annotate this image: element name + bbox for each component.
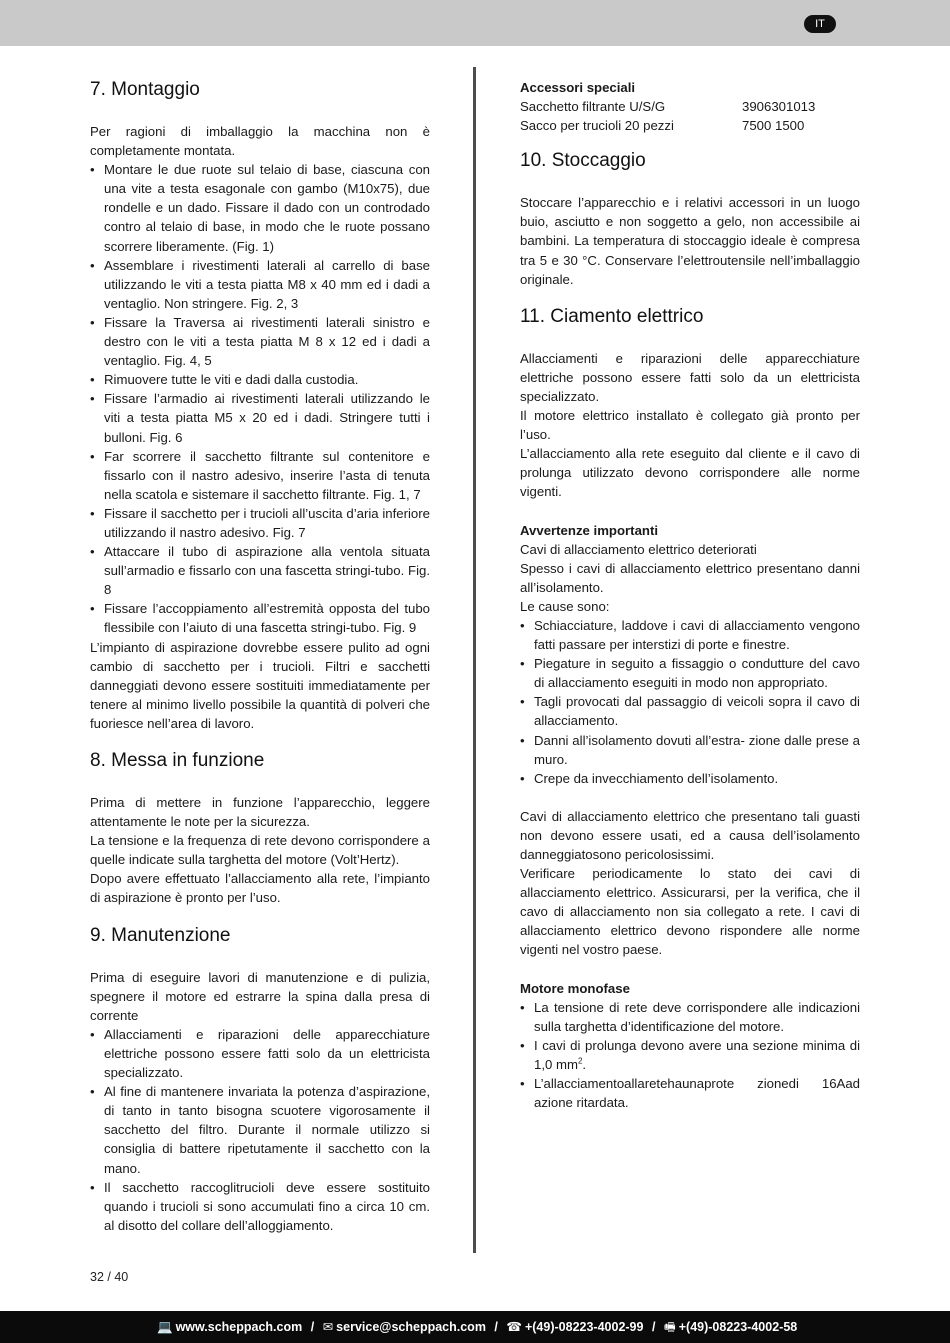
footer-fax: +(49)-08223-4002-58 — [678, 1320, 798, 1334]
list-item-text: I cavi di prolunga devono avere una sezione minima di 1,0 mm — [534, 1037, 860, 1072]
footer-email[interactable]: service@scheppach.com — [336, 1320, 486, 1334]
header-bar — [0, 0, 950, 46]
language-badge: IT — [804, 15, 836, 33]
footer-bar — [0, 1311, 950, 1343]
list-item: • La tensione di rete deve corrispondere alle indicazioni sulla targhetta d’identificazione del motore. — [520, 998, 860, 1036]
warnings-subtitle: Cavi di allacciamento elettrico deteriorati — [520, 541, 757, 557]
causes-label: Le cause sono: — [520, 598, 610, 614]
separator: / — [310, 1320, 315, 1334]
section-11-p4: Cavi di allacciamento elettrico che presentano tali guasti non devono essere usati, ed a causa dell’isolamento danneggiatosono pericolosissimi. — [520, 808, 860, 862]
footer-phone[interactable]: +(49)-08223-4002-99 — [524, 1320, 644, 1334]
warnings-paragraph: Spesso i cavi di allacciamento elettrico presentano danni all’isolamento. — [520, 560, 860, 595]
accessory-name: Sacchetto filtrante U/S/G — [520, 99, 666, 115]
list-item: • Il sacchetto raccoglitrucioli deve essere sostituito quando i trucioli si sono accumulati fino a circa 10 cm. al disotto del collare dell’alloggiamento. — [90, 1178, 430, 1235]
accessory-row — [520, 97, 860, 116]
right-column — [520, 78, 860, 1112]
list-item: • L’allacciamentoallaretehaunaprote zionedi 16Aad azione ritardata. — [520, 1074, 860, 1112]
section-8-p1: Prima di mettere in funzione l’apparecchio, leggere attentamente le note per la sicurezza. — [90, 795, 430, 830]
accessory-code: 7500 1500 — [742, 118, 805, 134]
list-item: • Assemblare i rivestimenti laterali al carrello di base utilizzando le viti a testa piatta M8 x 40 mm ed i dadi a ventaglio. Non stringere. Fig. 2, 3 — [90, 256, 430, 313]
computer-icon: 💻 — [157, 1320, 173, 1334]
section-7-title: 7. Montaggio — [90, 79, 200, 100]
list-item: • Tagli provocati dal passaggio di veicoli sopra il cavo di allacciamento. — [520, 692, 860, 730]
section-7-list — [90, 160, 430, 637]
column-divider — [473, 67, 476, 1253]
page-number: 32 / 40 — [90, 1270, 129, 1284]
superscript: 2 — [577, 1056, 583, 1066]
spacer — [520, 960, 860, 979]
section-11-p1: Allacciamenti e riparazioni delle apparecchiature elettriche possono essere fatti solo da un elettricista specializzato. — [520, 350, 860, 404]
section-7-intro: Per ragioni di imballaggio la macchina non è completamente montata. — [90, 124, 430, 159]
list-item: • Danni all’isolamento dovuti all’estra- zione dalle prese a muro. — [520, 731, 860, 769]
list-item: • Fissare il sacchetto per i trucioli all’uscita d’aria inferiore utilizzando il nastro adesivo. Fig. 7 — [90, 504, 430, 542]
warnings-title: Avvertenze importanti — [520, 522, 659, 538]
left-column — [90, 78, 430, 1235]
list-item: • Rimuovere tutte le viti e dadi dalla custodia. — [90, 370, 430, 389]
section-11-p3: L’allacciamento alla rete eseguito dal cliente e il cavo di prolunga utilizzato devono corrispondere alle norme vigenti. — [520, 446, 860, 500]
footer-website[interactable]: www.scheppach.com — [175, 1320, 303, 1334]
list-item: • Al fine di mantenere invariata la potenza d’aspirazione, di tanto in tanto bisogna scuotere vigorosamente il sacchetto del filtro. Durante il normale utilizzo si consiglia di battere ripetutamente il sacchetto con la mano. — [90, 1082, 430, 1177]
section-9-list — [90, 1025, 430, 1235]
section-8-p3: Dopo avere effettuato l’allacciamento alla rete, l’impianto di aspirazione è pronto per l’uso. — [90, 871, 430, 906]
section-11-p2: Il motore elettrico installato è collegato già pronto per l’uso. — [520, 408, 860, 443]
list-item: • Far scorrere il sacchetto filtrante sul contenitore e fissarlo con il nastro adesivo, inserire l’asta di tenuta nella scatola e sistemare il sacchetto filtrante. Fig. 1, 7 — [90, 447, 430, 504]
list-item: • Attaccare il tubo di aspirazione alla ventola situata sull’armadio e fissarlo con una fascetta stringi-tubo. Fig. 8 — [90, 542, 430, 599]
single-phase-title: Motore monofase — [520, 980, 630, 996]
list-item-end: . — [582, 1056, 587, 1072]
section-10-text: Stoccare l’apparecchio e i relativi accessori in un luogo buio, asciutto e non soggetto a gelo, non accessibile ai bambini. La temperatura di stoccaggio ideale è compresa tra 5 e 30 °C. Conservare l’elettroutensile nell’imballaggio originale. — [520, 195, 860, 287]
list-item: • Montare le due ruote sul telaio di base, ciascuna con una vite a testa esagonale con gambo (M10x75), due rondelle e un dado. Fissare il dado con un controdado contro al telaio di base, in modo che le ruote possano scorrere liberamente. (Fig. 1) — [90, 160, 430, 255]
section-11-title: 11. Ciamento elettrico — [520, 305, 704, 327]
list-item: • Crepe da invecchiamento dell’isolamento. — [520, 769, 860, 788]
section-8-p2: La tensione e la frequenza di rete devono corrispondere a quelle indicate sulla targhetta del motore (Volt’Hertz). — [90, 833, 430, 868]
list-item: • Allacciamenti e riparazioni delle apparecchiature elettriche possono essere fatti solo da un elettricista specializzato. — [90, 1025, 430, 1082]
phone-icon: ☎ — [506, 1320, 522, 1334]
list-item: • Piegature in seguito a fissaggio o condutture del cavo di allacciamento eseguiti in modo non appropriato. — [520, 654, 860, 692]
section-11-p5: Verificare periodicamente lo stato dei cavi di allacciamento elettrico. Assicurarsi, per la verifica, che il cavo di allacciamento non sia collegato a rete. I cavi di allacciamento elettrico devono rispondere alle norme vigenti nel vostro paese. — [520, 866, 860, 958]
mail-icon: ✉ — [322, 1320, 334, 1334]
accessory-code: 3906301013 — [742, 99, 816, 115]
separator: / — [494, 1320, 498, 1334]
section-9-intro: Prima di eseguire lavori di manutenzione e di pulizia, spegnere il motore ed estrarre la spina dalla presa di corrente — [90, 969, 430, 1023]
list-item: • Fissare l’accoppiamento all’estremità opposta del tubo flessibile con l’aiuto di una fascetta stringi-tubo. Fig. 9 — [90, 599, 430, 637]
separator: / — [651, 1320, 656, 1334]
list-item: • Schiacciature, laddove i cavi di allacciamento vengono fatti passare per interstizi di porte e finestre. — [520, 616, 860, 654]
list-item: • Fissare l’armadio ai rivestimenti laterali utilizzando le viti a testa piatta M5 x 20 ed i dadi. Stringere tutti i bulloni. Fig. 6 — [90, 389, 430, 446]
list-item: • Fissare la Traversa ai rivestimenti laterali sinistro e destro con le viti a testa piatta M 8 x 12 ed i dadi a ventaglio. Fig. 4, 5 — [90, 313, 430, 370]
accessory-name: Sacco per trucioli 20 pezzi — [520, 118, 674, 134]
causes-list — [520, 616, 860, 788]
section-9-title: 9. Manutenzione — [90, 924, 231, 946]
footer-contacts — [157, 1311, 797, 1343]
section-10-title: 10. Stoccaggio — [520, 150, 646, 172]
spacer — [520, 788, 860, 807]
section-7-outro: L’impianto di aspirazione dovrebbe essere pulito ad ogni cambio di sacchetto per i trucioli. Filtri e sacchetti danneggiati devono essere sostituiti immediatamente per tenere al minimo livello possibile la quantità di polveri che fuoriesce nell’area di lavoro. — [90, 639, 430, 731]
spacer — [520, 502, 860, 521]
accessory-row — [520, 116, 860, 135]
section-8-title: 8. Messa in funzione — [90, 750, 265, 771]
fax-icon: 🖷 — [663, 1320, 676, 1334]
single-phase-list — [520, 998, 860, 1113]
list-item — [520, 1036, 860, 1074]
accessories-title: Accessori speciali — [520, 80, 636, 95]
